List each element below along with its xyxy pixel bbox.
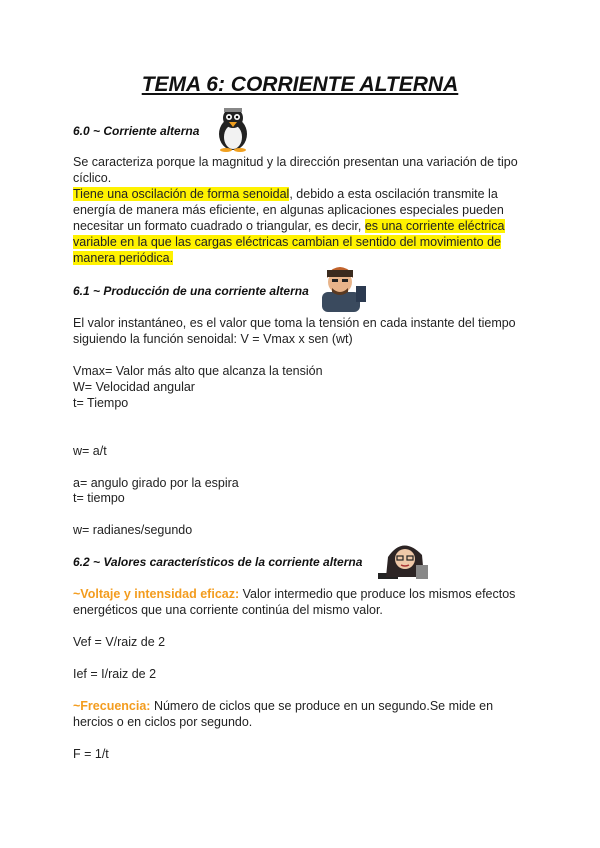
paragraph-text: , debido a esta oscilación transmite la energía de manera más eficiente, en algunas aplicaciones especiales pueden necesitar un formato cuadrado o triangular, es decir,: [73, 187, 504, 233]
paragraph-effective-value: [73, 586, 533, 618]
formula-ief: Ief = I/raiz de 2: [73, 667, 157, 681]
girl-avatar-icon: [378, 539, 432, 584]
highlight-definition: es una corriente eléctrica variable en la que las cargas eléctricas cambian el sentido del movimiento de manera periódica.: [73, 219, 505, 265]
formula-f: F = 1/t: [73, 747, 109, 761]
highlight-senoidal: Tiene una oscilación de forma senoidal: [73, 187, 290, 201]
section-heading-6-0: 6.0 ~ Corriente alterna: [73, 124, 200, 138]
document-title: TEMA 6: CORRIENTE ALTERNA: [141, 73, 459, 96]
paragraph-ca-definition: Se caracteriza porque la magnitud y la dirección presentan una variación de tipo cíclico.: [73, 155, 518, 185]
term-voltage-intensity: ~Voltaje y intensidad eficaz:: [73, 587, 240, 601]
formula-vef: Vef = V/raiz de 2: [73, 635, 166, 649]
paragraph-instant-value: El valor instantáneo, es el valor que toma la tensión en cada instante del tiempo siguiendo la función senoidal: V = Vmax x sen (wt): [73, 316, 516, 346]
paragraph-frequency: [73, 698, 533, 730]
term-description: Valor intermedio que produce los mismos efectos energéticos que una corriente continúa del mismo valor.: [73, 587, 516, 617]
definition-w: W= Velocidad angular: [73, 380, 195, 394]
definition-a: a= angulo girado por la espira: [73, 476, 239, 490]
definition-vmax: Vmax= Valor más alto que alcanza la tensión: [73, 364, 323, 378]
term-frequency: ~Frecuencia:: [73, 699, 151, 713]
paragraph-ca-oscillation: [73, 186, 533, 266]
penguin-avatar-icon: [213, 106, 253, 155]
term-description: Número de ciclos que se produce en un segundo.Se mide en hercios o en ciclos por segundo.: [73, 699, 494, 729]
unit-w: w= radianes/segundo: [73, 523, 193, 537]
definition-t-tiempo: t= tiempo: [73, 491, 125, 505]
character-avatar-icon: [314, 266, 368, 315]
section-heading-6-1: 6.1 ~ Producción de una corriente alterna: [73, 284, 309, 298]
definition-t: t= Tiempo: [73, 396, 129, 410]
section-heading-6-2: 6.2 ~ Valores característicos de la corriente alterna: [73, 555, 363, 569]
formula-w: w= a/t: [73, 444, 107, 458]
